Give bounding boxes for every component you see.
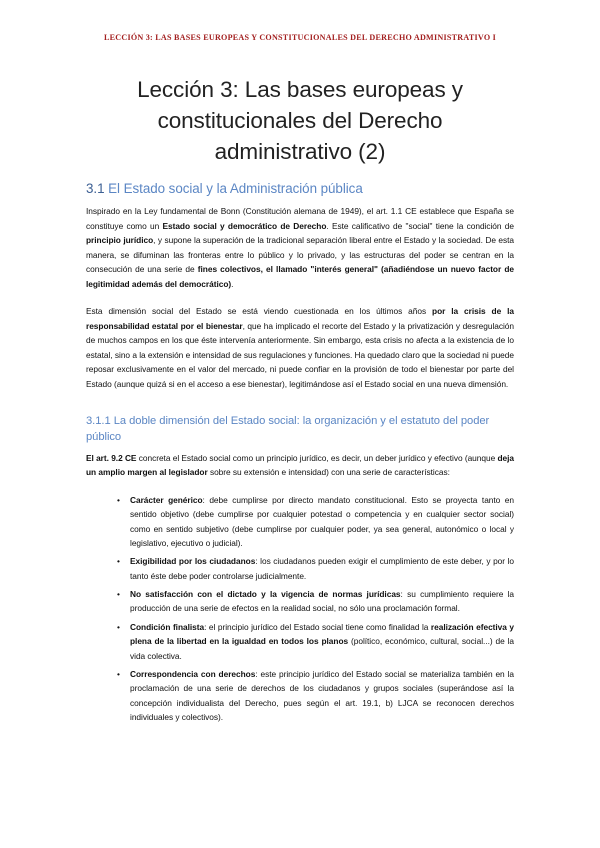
section-heading-text: El Estado social y la Administración pública xyxy=(108,181,363,196)
list-item xyxy=(86,554,514,583)
section-paragraph-2: Esta dimensión social del Estado se está viendo cuestionada en los últimos años por la crisis de la responsabilidad estatal por el bienestar, que ha implicado el recorte del Estado y la privatización y desregulación de muchos campos en los que éste intervenía anteriormente. Sin embargo, esta crisis no afecta a la existencia de lo estatal, sino a la extensión e intensidad de sus regulaciones y funciones. Ha quedado claro que la sociedad ni puede reposar exclusivamente en el valor del mercado, ni puede confiar en la provisión de todo el bienestar por parte del Estado (aunque quizá si en el acceso a ese bienestar), legitimándose así el Estado social en una nueva dimensión. xyxy=(86,306,515,390)
list-item-text: : el principio jurídico del Estado social tiene como finalidad la realización efectiva y plena de la libertad en la igualdad en todos los planos (político, económico, cultural, social...) de la vida colectiva. xyxy=(130,621,515,661)
list-item xyxy=(86,667,514,725)
bullet-dot-icon: • xyxy=(117,668,120,679)
list-item-text: : su cumplimiento requiere la producción de una serie de efectos en la realidad social, no sólo una proclamación formal. xyxy=(130,588,514,614)
subsection-heading-3-1-1 xyxy=(86,413,514,445)
list-item xyxy=(86,493,514,551)
list-item-text: : debe cumplirse por directo mandato constitucional. Esto se proyecta tanto en sentido objetivo (debe cumplirse por cualquier potestad o competencia y en cualquier sector social) como en sentido subjetivo (debe cumplirse por cualquier poder, ya sea general, autonómico o local y legislativo, ejecutivo o judicial). xyxy=(130,494,514,549)
list-item-term: No satisfacción con el dictado y la vigencia de normas jurídicas xyxy=(130,588,401,599)
subsection-intro-paragraph: El art. 9.2 CE concreta el Estado social como un principio jurídico, es decir, un deber jurídico y efectivo (aunque deja un amplio margen al legislador sobre su extensión e intensidad) con una serie de características: xyxy=(86,452,514,478)
bullet-dot-icon: • xyxy=(117,588,120,599)
characteristics-list xyxy=(86,493,514,725)
list-item xyxy=(86,620,514,664)
page-title-line-2: constitucionales del Derecho xyxy=(157,108,443,133)
bullet-dot-icon: • xyxy=(117,494,120,505)
section-paragraph-1: Inspirado en la Ley fundamental de Bonn (Constitución alemana de 1949), el art. 1.1 CE establece que España se constituye como un Estado social y democrático de Derecho. Este calificativo de "social" tiene la condición de principio jurídico, y supone la superación de la tradicional separación liberal entre el Estado y la sociedad. De esta manera, se difuminan las fronteras entre lo público y lo privado, y las estructuras del poder se centran en la consecución de una serie de fines colectivos, el llamado "interés general" (añadiéndose un nuevo factor de legitimidad además del democrático). xyxy=(86,206,514,289)
page-title-line-1: Lección 3: Las bases europeas y xyxy=(137,77,463,102)
document-body xyxy=(86,180,514,728)
bullet-dot-icon: • xyxy=(117,621,120,632)
list-item-text: : este principio jurídico del Estado social se materializa también en la proclamación de una serie de derechos de los ciudadanos y grupos sociales (superándose así la concepción individualista del Derecho, pues según el art. 19.1, b) LJCA se reconocen derechos individuales y colectivos). xyxy=(130,668,514,723)
subsection-heading-text: La doble dimensión del Estado social: la organización y el estatuto del poder público xyxy=(86,414,490,443)
list-item-term: Exigibilidad por los ciudadanos xyxy=(130,556,256,567)
list-item xyxy=(86,587,514,616)
subsection-number: 3.1.1 xyxy=(86,414,111,427)
page-title-line-3: administrativo (2) xyxy=(214,139,386,164)
bullet-dot-icon: • xyxy=(117,556,120,567)
list-item-text: : los ciudadanos pueden exigir el cumplimiento de este deber, y por lo tanto éste debe poder controlarse judicialmente. xyxy=(130,556,514,581)
running-header: LECCIÓN 3: LAS BASES EUROPEAS Y CONSTITUCIONALES DEL DERECHO ADMINISTRATIVO I xyxy=(103,33,497,42)
list-item-term: Carácter genérico xyxy=(130,494,203,505)
page-title xyxy=(86,74,514,167)
list-item-term: Condición finalista xyxy=(130,621,205,632)
section-number: 3.1 xyxy=(86,181,105,196)
section-heading-3-1 xyxy=(86,180,514,197)
list-item-term: Correspondencia con derechos xyxy=(130,668,256,679)
